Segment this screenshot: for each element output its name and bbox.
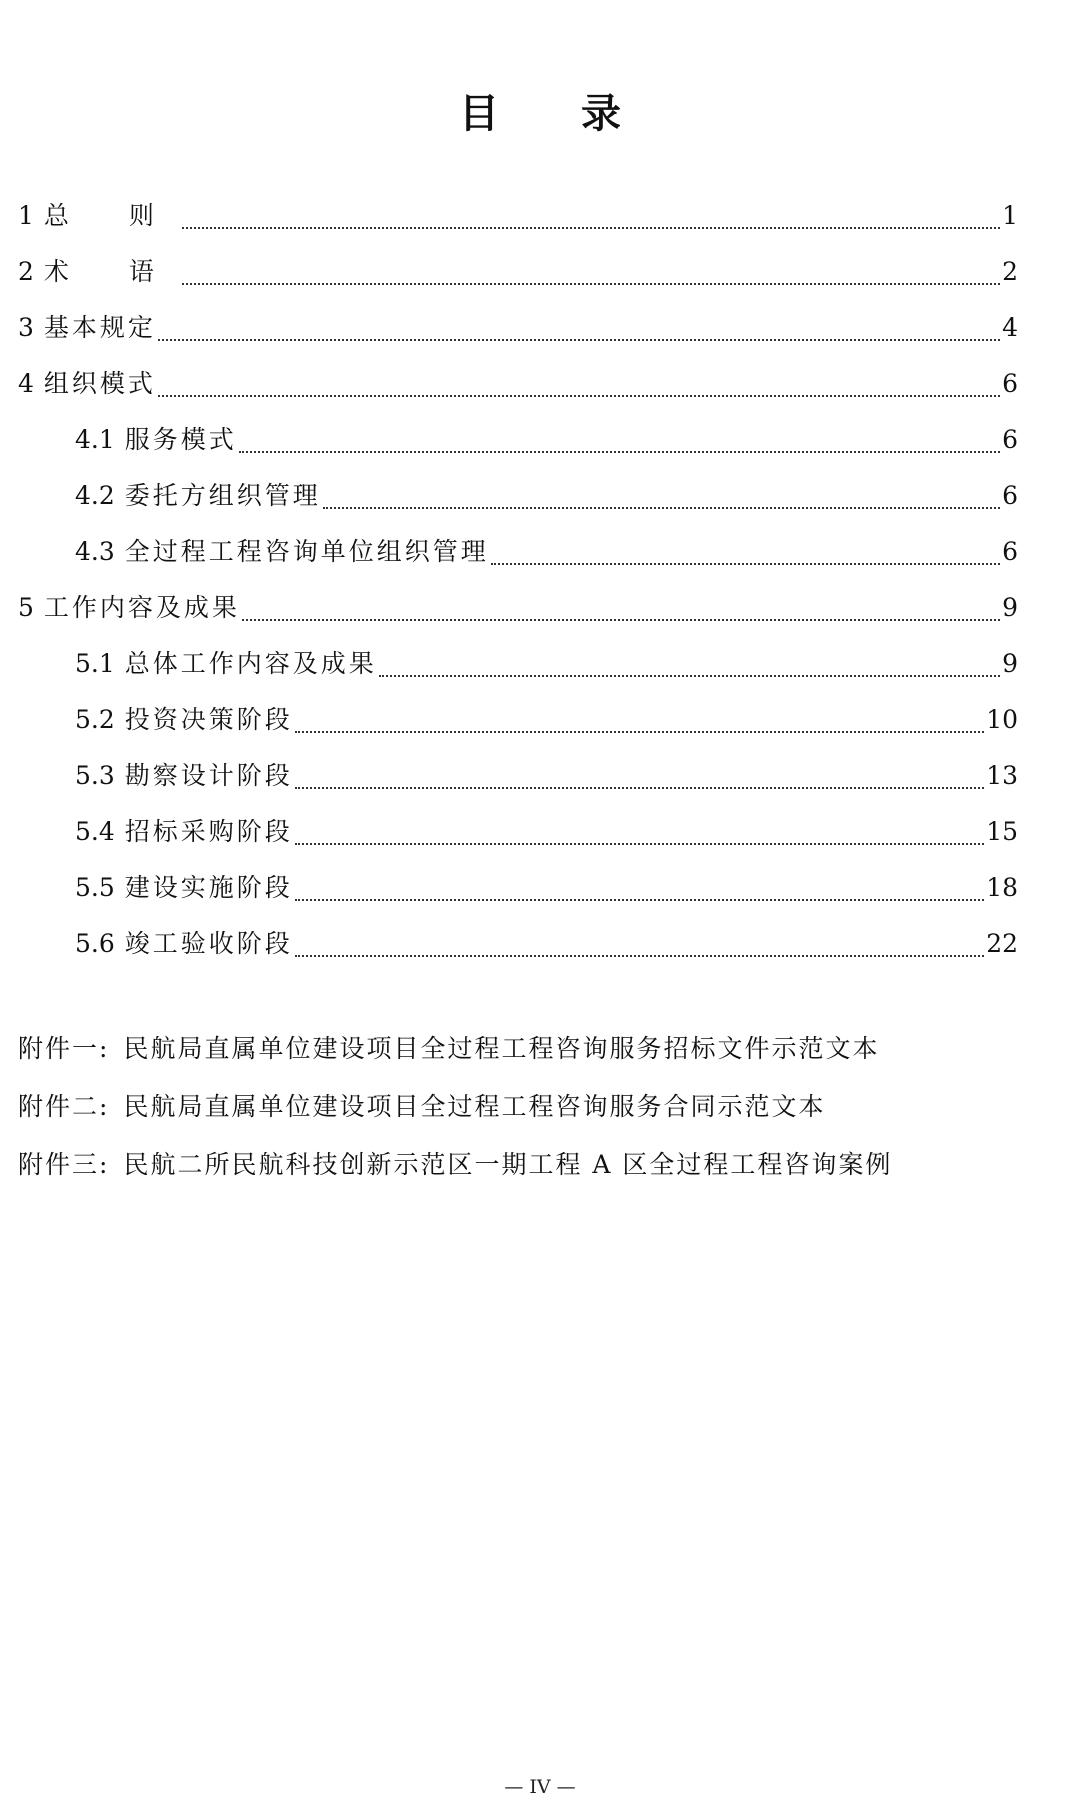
page-title: 目 录 [459, 91, 655, 137]
toc-number: 4.3 [75, 537, 115, 566]
toc-entry-5[interactable] [18, 580, 1018, 636]
toc-label: 全过程工程咨询单位组织管理 [124, 537, 489, 566]
appendix-item-1[interactable] [18, 1020, 1018, 1078]
toc-entry-5-2[interactable] [18, 692, 1018, 748]
toc-entry-5-3[interactable] [18, 748, 1018, 804]
toc-number: 4.1 [75, 425, 115, 454]
toc-leader [295, 860, 984, 916]
toc-label: 服务模式 [124, 425, 237, 454]
toc-label: 建设实施阶段 [124, 873, 293, 902]
toc-page-number: 1 [1002, 201, 1018, 230]
toc-leader [182, 244, 1000, 300]
toc-page-number: 6 [1002, 369, 1018, 398]
toc-label: 委托方组织管理 [124, 481, 321, 510]
table-of-contents [18, 188, 1018, 972]
toc-leader [295, 916, 984, 972]
toc-leader [182, 188, 1000, 244]
toc-label: 招标采购阶段 [124, 817, 293, 846]
toc-page-number: 9 [1002, 649, 1018, 678]
toc-number: 2 [18, 257, 34, 286]
toc-number: 5.6 [75, 929, 115, 958]
appendix-title: 民航局直属单位建设项目全过程工程咨询服务合同示范文本 [123, 1092, 826, 1121]
toc-entry-2[interactable] [18, 244, 1018, 300]
appendix-title: 民航二所民航科技创新示范区一期工程 A 区全过程工程咨询案例 [123, 1150, 893, 1179]
appendix-list [18, 1020, 1018, 1194]
toc-page-number: 4 [1002, 313, 1018, 342]
page-footer-number: — IV — [504, 1776, 576, 1798]
appendix-label: 附件二: [18, 1092, 110, 1121]
toc-page-number: 6 [1002, 425, 1018, 454]
toc-leader [158, 300, 1000, 356]
toc-page-number: 6 [1002, 537, 1018, 566]
toc-entry-4-2[interactable] [18, 468, 1018, 524]
toc-leader [491, 524, 1000, 580]
toc-number: 3 [18, 313, 34, 342]
toc-label: 组织模式 [43, 369, 156, 398]
toc-leader [295, 692, 984, 748]
toc-number: 5.1 [75, 649, 115, 678]
appendix-label: 附件一: [18, 1034, 110, 1063]
toc-entry-3[interactable] [18, 300, 1018, 356]
appendix-item-2[interactable] [18, 1078, 1018, 1136]
toc-label: 术 语 [43, 257, 180, 286]
toc-entry-5-5[interactable] [18, 860, 1018, 916]
toc-number: 5.4 [75, 817, 115, 846]
toc-leader [242, 580, 1000, 636]
appendix-item-3[interactable] [18, 1136, 1018, 1194]
toc-number: 5.2 [75, 705, 115, 734]
appendix-label: 附件三: [18, 1150, 110, 1179]
toc-page-number: 9 [1002, 593, 1018, 622]
toc-leader [239, 412, 1000, 468]
toc-number: 5.5 [75, 873, 115, 902]
toc-leader [323, 468, 1000, 524]
toc-number: 4 [18, 369, 34, 398]
toc-entry-5-6[interactable] [18, 916, 1018, 972]
toc-leader [295, 748, 984, 804]
toc-number: 5 [18, 593, 34, 622]
toc-label: 总 则 [43, 201, 180, 230]
toc-leader [295, 804, 984, 860]
toc-number: 4.2 [75, 481, 115, 510]
toc-label: 工作内容及成果 [43, 593, 240, 622]
toc-page-number: 2 [1002, 257, 1018, 286]
toc-label: 投资决策阶段 [124, 705, 293, 734]
toc-label: 勘察设计阶段 [124, 761, 293, 790]
toc-page-number: 6 [1002, 481, 1018, 510]
toc-page-number: 10 [986, 705, 1018, 734]
toc-label: 竣工验收阶段 [124, 929, 293, 958]
toc-leader [158, 356, 1000, 412]
toc-leader [379, 636, 1000, 692]
toc-entry-4-1[interactable] [18, 412, 1018, 468]
toc-number: 1 [18, 201, 34, 230]
toc-entry-1[interactable] [18, 188, 1018, 244]
toc-page-number: 13 [986, 761, 1018, 790]
toc-page-number: 22 [986, 929, 1018, 958]
toc-page-number: 18 [986, 873, 1018, 902]
toc-entry-5-4[interactable] [18, 804, 1018, 860]
toc-label: 基本规定 [43, 313, 156, 342]
toc-page-number: 15 [986, 817, 1018, 846]
toc-entry-4[interactable] [18, 356, 1018, 412]
appendix-title: 民航局直属单位建设项目全过程工程咨询服务招标文件示范文本 [123, 1034, 880, 1063]
toc-label: 总体工作内容及成果 [124, 649, 377, 678]
toc-number: 5.3 [75, 761, 115, 790]
toc-entry-4-3[interactable] [18, 524, 1018, 580]
toc-entry-5-1[interactable] [18, 636, 1018, 692]
